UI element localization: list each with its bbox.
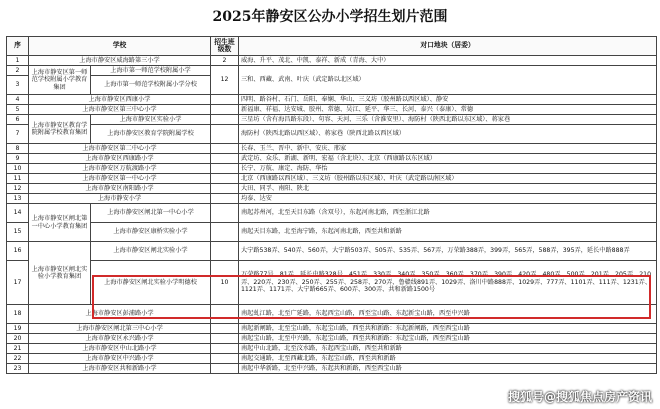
class-count — [211, 242, 239, 261]
class-count — [211, 223, 239, 242]
table-row — [7, 164, 657, 174]
page-title: 2025年静安区公办小学招生划片范围 — [212, 9, 448, 25]
school-name: 上海市第一师范学校附属小学分校 — [91, 76, 211, 95]
table-row-highlighted — [7, 261, 657, 305]
area-text: 南起新闸路，北至宝山路，东起宝山路，西至共和新路：东起新闸路，西至西宝山路 — [239, 324, 657, 334]
row-no: 6 — [7, 115, 29, 125]
area-text: 四明、路谷村、石门、岳阳、奉娴、华山、三义坊（胶州路以西区域）、静安 — [239, 95, 657, 105]
class-count — [211, 174, 239, 184]
class-count — [211, 344, 239, 354]
class-count — [211, 154, 239, 164]
area-text: 均泰、达安 — [239, 194, 657, 204]
table-row — [7, 344, 657, 354]
row-no: 15 — [7, 223, 29, 242]
table-row — [7, 223, 657, 242]
area-text: 万荣路77号、81弄、延长中路328号、451弄、330弄、340弄、350弄、360弄、370弄、390弄、420弄、480弄、500弄、201弄、205弄、210弄、220弄、230弄、250弄、255弄、258弄、270弄、鲁赣线891弄、1029弄、洛川中路888弄、1029弄、777弄、1101弄、111弄、1231弄、1121弄、1171弄、大宁路665弄、600弄、300弄、共和新路1500号 — [239, 261, 657, 305]
header-no: 序 — [7, 37, 29, 56]
table-row — [7, 154, 657, 164]
row-no: 7 — [7, 125, 29, 144]
area-text: 大田、同孚、南阳、陕北 — [239, 184, 657, 194]
area-text: 长春、玉兰、晋中、新中、安庆、邢家 — [239, 144, 657, 154]
row-no: 2 — [7, 66, 29, 76]
header-classes: 招生班级数 — [211, 37, 239, 56]
watermark: 搜狐号@搜狐焦点房产资讯 — [507, 390, 652, 404]
school-name: 上海市静安区威海路第三小学 — [29, 56, 211, 66]
row-no: 10 — [7, 164, 29, 174]
table-row — [7, 242, 657, 261]
header-area: 对口地块（居委） — [239, 37, 657, 56]
row-no: 18 — [7, 305, 29, 324]
school-name: 上海市静安区闸北实验小学 — [91, 242, 211, 261]
class-count — [211, 95, 239, 105]
class-count — [211, 105, 239, 115]
row-no: 4 — [7, 95, 29, 105]
class-count — [211, 144, 239, 154]
row-no: 1 — [7, 56, 29, 66]
table-row — [7, 125, 657, 144]
row-no: 20 — [7, 334, 29, 344]
school-name: 上海市静安区永兴路小学 — [29, 334, 211, 344]
row-no: 14 — [7, 204, 29, 223]
school-name: 上海市静安区万航渡路小学 — [29, 164, 211, 174]
area-text: 三和、西藏、武南、叶庆（武定路以北区域） — [239, 66, 657, 95]
area-text: 南起中山北路，北至汶水路，东起西宝山路，西至共和新路 — [239, 344, 657, 354]
class-count — [211, 354, 239, 364]
school-name: 上海市静安区第一中心小学 — [29, 174, 211, 184]
row-no: 19 — [7, 324, 29, 334]
row-no: 16 — [7, 242, 29, 261]
area-text: 南起交通路，北至西藏北路，东起宝山路，西至共和新路 — [239, 354, 657, 364]
area-text: 南起中华新路，北至中兴路，东起共和新路，西至西宝山路 — [239, 364, 657, 374]
area-text: 武定坊、众乐、新湖、新明、宏福（含北块）、北京（西康路以东区域） — [239, 154, 657, 164]
table-row — [7, 334, 657, 344]
class-count: 12 — [211, 66, 239, 95]
school-name: 上海市静安小学 — [29, 194, 211, 204]
class-count — [211, 115, 239, 125]
area-text: 海防村（陕西北路以西区域）、蒋家巷（陕西北路以西区域） — [239, 125, 657, 144]
row-no: 3 — [7, 76, 29, 95]
row-no: 22 — [7, 354, 29, 364]
school-name: 上海市静安区闸北第一中心小学 — [91, 204, 211, 223]
school-name: 上海市静安区实验小学 — [91, 115, 211, 125]
area-text: 北京（西康路以西区域）、三义坊（胶州路以东区域）、叶庆（武定路以南区域） — [239, 174, 657, 184]
area-text: 南起苏州河，北至天目东路（含双号），东起河南北路，西至浙江北路 — [239, 204, 657, 223]
class-count — [211, 194, 239, 204]
school-name: 上海市静安区西康小学 — [29, 95, 211, 105]
table-row — [7, 324, 657, 334]
area-text: 威海、升平、茂北、中凯、泰祥、新成（青海、大中） — [239, 56, 657, 66]
area-text: 南起天目东路，北至海宁路，东起河南北路，西至共和新路 — [239, 223, 657, 242]
table-row — [7, 66, 657, 76]
row-no: 8 — [7, 144, 29, 154]
class-count — [211, 204, 239, 223]
class-count — [211, 364, 239, 374]
area-text: 长宁、万航、康定、海防、华怡 — [239, 164, 657, 174]
group-name: 上海市静安区闸北第一中心小学教育集团 — [29, 204, 91, 242]
class-count: 2 — [211, 56, 239, 66]
class-count — [211, 125, 239, 144]
school-name: 上海市静安区闸北第三中心小学 — [29, 324, 211, 334]
table-row — [7, 354, 657, 364]
row-no: 23 — [7, 364, 29, 374]
school-name: 上海市第一师范学校附属小学 — [91, 66, 211, 76]
table-header-row — [7, 37, 657, 56]
area-text: 三星坊（含有海昌路东段）、句容、天河、三乐（含淮安里）、海防村（陕西北路以东区域）、蒋家巷 — [239, 115, 657, 125]
school-name: 上海市静安区第二中心小学 — [29, 144, 211, 154]
row-no: 13 — [7, 194, 29, 204]
table-row — [7, 204, 657, 223]
table-row — [7, 364, 657, 374]
group-name: 上海市静安区教育学院附属学校教育集团 — [29, 115, 91, 144]
school-name: 上海市静安区南阳路小学 — [29, 184, 211, 194]
table-row — [7, 95, 657, 105]
school-name: 上海市静安区西康路小学 — [29, 154, 211, 164]
class-count — [211, 164, 239, 174]
school-name: 上海市静安区教育学院附属学校 — [91, 125, 211, 144]
school-name: 上海市静安区彭浦路小学 — [29, 305, 211, 324]
school-name: 上海市静安区中山北路小学 — [29, 344, 211, 354]
school-name: 上海市静安区中兴路小学 — [29, 354, 211, 364]
table-row — [7, 184, 657, 194]
group-name: 上海市静安区闸北实验小学教育集团 — [29, 242, 91, 305]
row-no: 12 — [7, 184, 29, 194]
class-count — [211, 305, 239, 324]
table-row — [7, 56, 657, 66]
school-name: 上海市静安区共和新路小学 — [29, 364, 211, 374]
school-name: 上海市静安区闸北实验小学明德校 — [91, 261, 211, 305]
area-text: 南起宝山路，北至中兴路，东起宝山路，西至共和新路：东起宝山路，西至西宝山路 — [239, 334, 657, 344]
class-count — [211, 184, 239, 194]
row-no: 9 — [7, 154, 29, 164]
class-count — [211, 334, 239, 344]
row-no: 21 — [7, 344, 29, 354]
table-row — [7, 144, 657, 154]
group-name: 上海市静安区第一师范学校附属小学教育集团 — [29, 66, 91, 95]
table-row — [7, 105, 657, 115]
table-row — [7, 115, 657, 125]
table-row — [7, 305, 657, 324]
area-text: 大宁路538弄、540弄、560弄，大宁路503弄、505弄、535弄、567弄，万荣路388弄，399弄，565弄，588弄，395弄，延长中路888弄 — [239, 242, 657, 261]
class-count — [211, 324, 239, 334]
row-no: 11 — [7, 174, 29, 184]
school-name: 上海市静安区第三中心小学 — [29, 105, 211, 115]
table-row — [7, 194, 657, 204]
enrollment-table — [6, 36, 657, 374]
header-school: 学校 — [29, 37, 211, 56]
school-name: 上海市静安区康桥实验小学 — [91, 223, 211, 242]
area-text: 新福康、祥福、达安城、胶州、常德、吴江、延平、华三、长河、泰兴（泰康）、常德 — [239, 105, 657, 115]
class-count: 10 — [211, 261, 239, 305]
row-no: 17 — [7, 261, 29, 305]
row-no: 5 — [7, 105, 29, 115]
table-row — [7, 174, 657, 184]
area-text: 南起虬江路，北至广延路，东起西宝山路，西至宝山路、东起新宝山路，西至中兴路 — [239, 305, 657, 324]
